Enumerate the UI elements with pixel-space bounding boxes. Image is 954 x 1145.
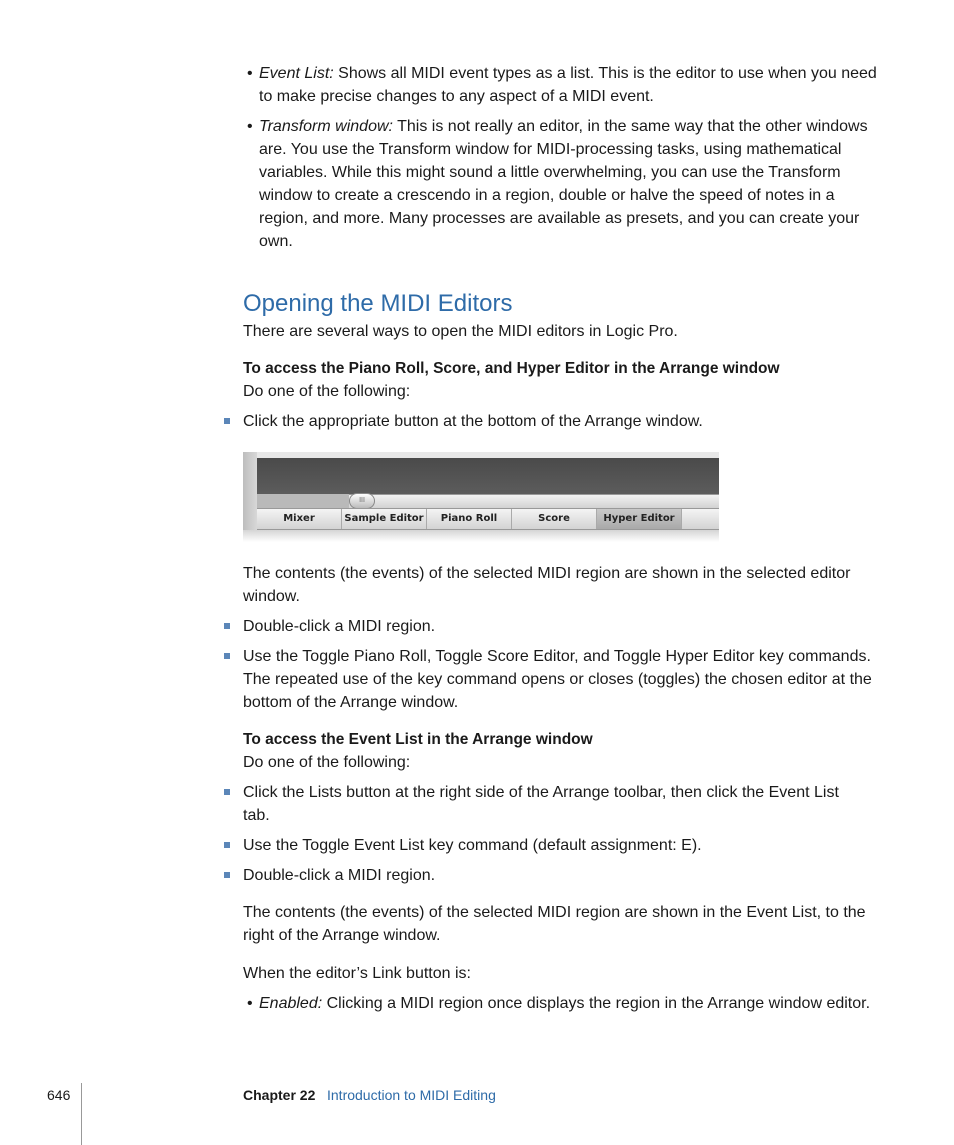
page-number: 646 <box>47 1087 71 1103</box>
step-marker <box>224 789 230 795</box>
step-marker <box>224 623 230 629</box>
paragraph-line: tab. <box>243 807 270 824</box>
result-text <box>243 901 893 947</box>
bullet-text: own. <box>259 233 293 250</box>
window-bottom-edge <box>243 530 719 542</box>
footer-divider <box>81 1083 82 1145</box>
step-click-button: Click the appropriate button at the bottom of the Arrange window. <box>243 413 703 430</box>
bullet-text: Clicking a MIDI region once displays the region in the Arrange window editor. <box>322 995 871 1012</box>
window-edge <box>243 452 257 536</box>
editor-button-bar <box>257 508 719 530</box>
paragraph-line: bottom of the Arrange window. <box>243 694 459 711</box>
term-event-list: Event List: <box>259 65 334 82</box>
hyper-editor-button[interactable]: Hyper Editor <box>597 509 682 529</box>
step-key-commands <box>243 645 893 714</box>
bullet-marker: • <box>247 118 253 135</box>
paragraph-line: The repeated use of the key command opens or closes (toggles) the chosen editor at the <box>243 671 872 688</box>
sample-editor-button[interactable]: Sample Editor <box>342 509 427 529</box>
after-screenshot-text <box>243 562 893 608</box>
footer-chapter-title[interactable]: Introduction to MIDI Editing <box>327 1087 496 1103</box>
task-lead: Do one of the following: <box>243 383 411 400</box>
task-lead: Do one of the following: <box>243 754 411 771</box>
step-double-click: Double-click a MIDI region. <box>243 867 436 884</box>
bullet-marker: • <box>247 65 253 82</box>
bullet-text: variables. While this might sound a little overwhelming, you can use the Transform <box>259 164 841 181</box>
horizontal-scrollbar[interactable] <box>349 494 719 509</box>
link-enabled-bullet <box>259 992 909 1015</box>
bullet-text: region, and more. Many processes are available as presets, and you can create your <box>259 210 860 227</box>
bullet-text: are. You use the Transform window for MIDI-processing tasks, using mathematical <box>259 141 842 158</box>
paragraph-line: The contents (the events) of the selected MIDI region are shown in the selected editor <box>243 565 851 582</box>
score-button[interactable]: Score <box>512 509 597 529</box>
step-toggle-event-list: Use the Toggle Event List key command (default assignment: E). <box>243 837 702 854</box>
step-marker <box>224 418 230 424</box>
task-title: To access the Event List in the Arrange window <box>243 731 593 748</box>
bullet-event-list <box>259 62 899 108</box>
paragraph-line: window. <box>243 588 300 605</box>
mixer-button[interactable]: Mixer <box>257 509 342 529</box>
step-marker <box>224 872 230 878</box>
paragraph-line: The contents (the events) of the selected MIDI region are shown in the Event List, to the <box>243 904 866 921</box>
paragraph-line: right of the Arrange window. <box>243 927 441 944</box>
section-heading: Opening the MIDI Editors <box>243 290 513 317</box>
bullet-marker: • <box>247 995 253 1012</box>
step-marker <box>224 653 230 659</box>
term-transform-window: Transform window: <box>259 118 393 135</box>
paragraph-line: Use the Toggle Piano Roll, Toggle Score Editor, and Toggle Hyper Editor key commands. <box>243 648 871 665</box>
bullet-text: This is not really an editor, in the same way that the other windows <box>392 118 868 135</box>
arrange-area <box>257 458 719 494</box>
link-lead: When the editor’s Link button is: <box>243 965 471 982</box>
paragraph-line: Click the Lists button at the right side of the Arrange toolbar, then click the Event List <box>243 784 839 801</box>
arrange-window-screenshot <box>243 452 719 542</box>
step-double-click: Double-click a MIDI region. <box>243 618 436 635</box>
step-lists-button <box>243 781 893 827</box>
bullet-text: window to create a crescendo in a region, double or halve the speed of notes in a <box>259 187 835 204</box>
scroll-knob[interactable]: III <box>349 493 375 509</box>
bullet-text: to make precise changes to any aspect of a MIDI event. <box>259 88 654 105</box>
bullet-transform-window <box>259 115 899 253</box>
piano-roll-button[interactable]: Piano Roll <box>427 509 512 529</box>
task-title: To access the Piano Roll, Score, and Hyper Editor in the Arrange window <box>243 360 780 377</box>
intro-text: There are several ways to open the MIDI editors in Logic Pro. <box>243 323 678 340</box>
term-enabled: Enabled: <box>259 995 323 1012</box>
bullet-text: Shows all MIDI event types as a list. This is the editor to use when you need <box>333 65 877 82</box>
footer-chapter: Chapter 22 <box>243 1087 316 1103</box>
step-marker <box>224 842 230 848</box>
